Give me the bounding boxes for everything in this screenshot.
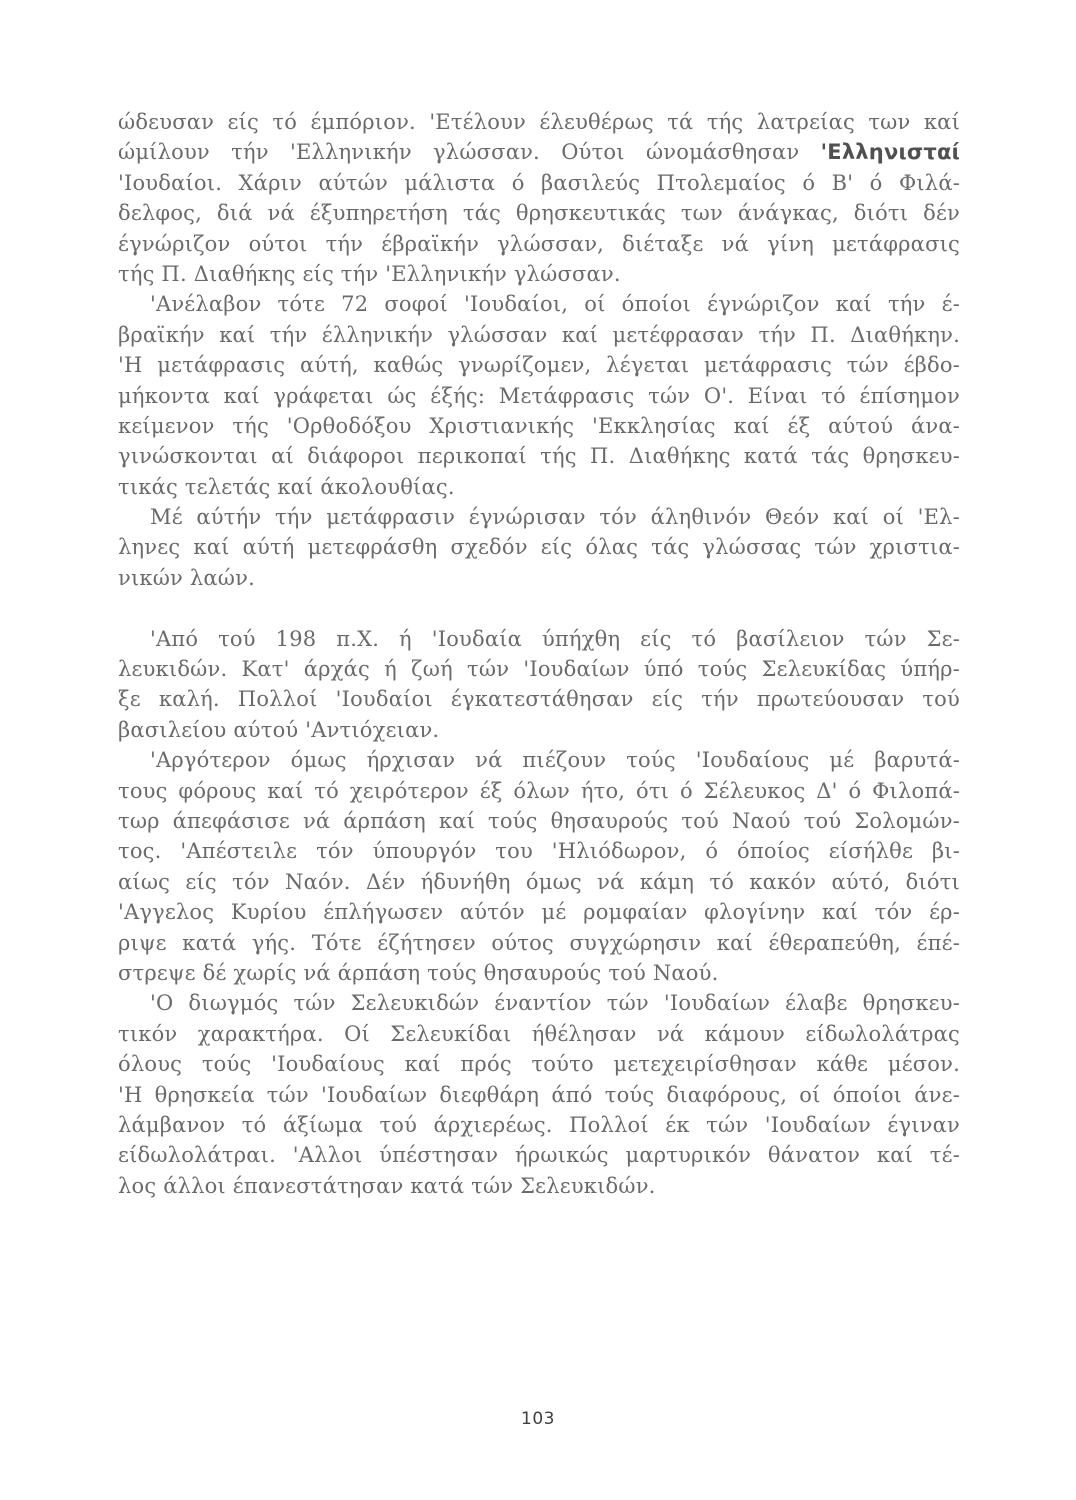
text-line-content: ώδευσαν είς τό έμπόριον. 'Ετέλουν έλευθέρως τά τής λατρείας των καί bbox=[118, 110, 960, 134]
text-line bbox=[118, 867, 960, 897]
text-line-content: στρεψε δέ χωρίς νά άρπάση τούς θησαυρούς τού Ναού. bbox=[118, 960, 719, 985]
text-line bbox=[118, 654, 960, 684]
text-line bbox=[118, 806, 960, 836]
text-line bbox=[118, 715, 960, 745]
text-line-content: τικάς τελετάς καί άκολουθίας. bbox=[118, 474, 455, 499]
text-line-content: κείμενον τής 'Ορθοδόξου Χριστιανικής 'Εκκλησίας καί έξ αύτού άνα- bbox=[118, 413, 960, 438]
text-line bbox=[118, 502, 960, 532]
text-line-content: 'Αγγελος Κυρίου έπλήγωσεν αύτόν μέ ρομφαίαν φλογίνην καί τόν έρ- bbox=[118, 900, 960, 925]
text-line bbox=[118, 958, 960, 988]
text-line-content: λευκιδών. Κατ' άρχάς ή ζωή τών 'Ιουδαίων ύπό τούς Σελευκίδας ύπήρ- bbox=[118, 657, 960, 682]
text-line bbox=[118, 1171, 960, 1201]
text-line bbox=[118, 1110, 960, 1140]
text-line-content: 'Η θρησκεία τών 'Ιουδαίων διεφθάρη άπό τούς διαφόρους, οί όποίοι άνε- bbox=[118, 1082, 960, 1107]
text-line-content: όλους τούς 'Ιουδαίους καί πρός τούτο μετεχειρίσθησαν κάθε μέσον. bbox=[118, 1052, 960, 1077]
text-line bbox=[118, 229, 960, 259]
text-line bbox=[118, 350, 960, 380]
text-line-content: 'Ιουδαίοι. Χάριν αύτών μάλιστα ό βασιλεύς Πτολεμαίος ό Β' ό Φιλά- bbox=[118, 170, 960, 195]
text-line-content: ξε καλή. Πολλοί 'Ιουδαίοι έγκατεστάθησαν είς τήν πρωτεύουσαν τού bbox=[118, 687, 960, 712]
text-line-content: είδωλολάτραι. 'Αλλοι ύπέστησαν ήρωικώς μαρτυρικόν θάνατον καί τέ- bbox=[118, 1143, 960, 1168]
text-line-content: νικών λαών. bbox=[118, 565, 255, 590]
text-line-content: 'Ανέλαβον τότε 72 σοφοί 'Ιουδαίοι, οί όποίοι έγνώριζον καί τήν έ- bbox=[150, 292, 960, 317]
text-line-content: μήκοντα καί γράφεται ώς έξής: Μετάφρασις τών Ο'. Είναι τό έπίσημον bbox=[118, 383, 960, 408]
text-line bbox=[118, 441, 960, 471]
text-line-content: ριψε κατά γής. Τότε έζήτησεν ούτος συγχώρησιν καί έθεραπεύθη, έπέ- bbox=[118, 930, 960, 955]
text-line bbox=[118, 289, 960, 319]
text-line bbox=[118, 168, 960, 198]
text-line-content: τικόν χαρακτήρα. Οί Σελευκίδαι ήθέλησαν νά κάμουν είδωλολάτρας bbox=[118, 1021, 960, 1046]
text-line-content: 'Αργότερον όμως ήρχισαν νά πιέζουν τούς 'Ιουδαίους μέ βαρυτά- bbox=[150, 748, 960, 773]
text-line bbox=[118, 1140, 960, 1170]
text-line bbox=[118, 411, 960, 441]
body-text bbox=[118, 107, 960, 1201]
blank-line bbox=[118, 593, 960, 623]
text-line-content: τωρ άπεφάσισε νά άρπάση καί τούς θησαυρούς τού Ναού τού Σολομών- bbox=[118, 808, 960, 833]
text-line-content: 'Από τού 198 π.Χ. ή 'Ιουδαία ύπήχθη είς τό βασίλειον τών Σε- bbox=[150, 626, 960, 651]
text-line-content: βραϊκήν καί τήν έλληνικήν γλώσσαν καί μετέφρασαν τήν Π. Διαθήκην. bbox=[118, 322, 960, 347]
text-line-content: ώμίλουν τήν 'Ελληνικήν γλώσσαν. Ούτοι ώνομάσθησαν bbox=[118, 140, 821, 165]
text-line bbox=[118, 988, 960, 1018]
text-line-content: Μέ αύτήν τήν μετάφρασιν έγνώρισαν τόν άληθινόν Θεόν καί οί 'Ελ- bbox=[150, 505, 960, 530]
text-line bbox=[118, 532, 960, 562]
text-line bbox=[118, 897, 960, 927]
text-line bbox=[118, 381, 960, 411]
text-line bbox=[118, 1080, 960, 1110]
text-line-content: τος. 'Απέστειλε τόν ύπουργόν του 'Ηλιόδωρον, ό όποίος είσήλθε βι- bbox=[118, 839, 960, 864]
bold-term: 'Ελληνισταί bbox=[820, 140, 960, 165]
text-line-content: αίως είς τόν Ναόν. Δέν ήδυνήθη όμως νά κάμη τό κακόν αύτό, διότι bbox=[118, 869, 960, 894]
text-line bbox=[118, 776, 960, 806]
text-line-content: λάμβανον τό άξίωμα τού άρχιερέως. Πολλοί έκ τών 'Ιουδαίων έγιναν bbox=[118, 1112, 960, 1137]
page-number: 103 bbox=[521, 1409, 555, 1429]
text-line bbox=[118, 928, 960, 958]
text-line bbox=[118, 745, 960, 775]
text-line-content: βασιλείου αύτού 'Αντιόχειαν. bbox=[118, 717, 440, 742]
text-line-content: λος άλλοι έπανεστάτησαν κατά τών Σελευκιδών. bbox=[118, 1173, 656, 1198]
text-line bbox=[118, 1049, 960, 1079]
text-line-content: γινώσκονται αί διάφοροι περικοπαί τής Π. Διαθήκης κατά τάς θρησκευ- bbox=[118, 444, 960, 469]
text-line-content: δελφος, διά νά έξυπηρετήση τάς θρησκευτικάς των άνάγκας, διότι δέν bbox=[118, 201, 960, 226]
text-line bbox=[118, 259, 960, 289]
text-line bbox=[118, 836, 960, 866]
text-line-content: τής Π. Διαθήκης είς τήν 'Ελληνικήν γλώσσαν. bbox=[118, 261, 621, 286]
text-line bbox=[118, 198, 960, 228]
text-line bbox=[118, 624, 960, 654]
text-line bbox=[118, 107, 960, 137]
text-line bbox=[118, 684, 960, 714]
text-line-content: ληνες καί αύτή μετεφράσθη σχεδόν είς όλας τάς γλώσσας τών χριστια- bbox=[118, 535, 960, 560]
text-line-content: τους φόρους καί τό χειρότερον έξ όλων ήτο, ότι ό Σέλευκος Δ' ό Φιλοπά- bbox=[118, 778, 960, 803]
text-line bbox=[118, 1019, 960, 1049]
text-line bbox=[118, 137, 960, 167]
text-line-content: 'Η μετάφρασις αύτή, καθώς γνωρίζομεν, λέγεται μετάφρασις τών έβδο- bbox=[118, 353, 960, 378]
text-line-content: 'Ο διωγμός τών Σελευκιδών έναντίον τών 'Ιουδαίων έλαβε θρησκευ- bbox=[150, 991, 960, 1016]
text-line bbox=[118, 563, 960, 593]
text-line-content: έγνώριζον ούτοι τήν έβραϊκήν γλώσσαν, διέταξε νά γίνη μετάφρασις bbox=[118, 231, 960, 256]
text-line bbox=[118, 320, 960, 350]
text-line bbox=[118, 472, 960, 502]
